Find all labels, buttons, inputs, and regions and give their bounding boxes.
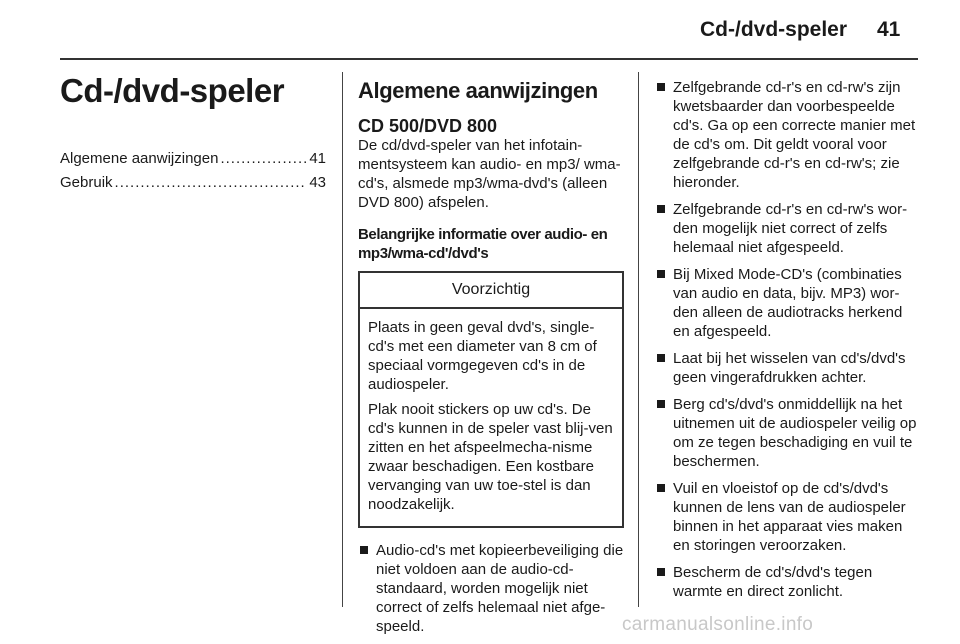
list-item-text: Zelfgebrande cd-r's en cd-rw's zijn kwetsbaarder dan voorbespeelde cd's. Ga op een correcte manier met de cd's om. Dit geldt vooral voor zelfgebrande cd-r's en cd-rw's; zie hieronder. <box>673 79 916 191</box>
caution-box <box>358 271 624 528</box>
list-item <box>655 563 923 601</box>
square-bullet-icon <box>657 83 665 91</box>
page-number: 41 <box>877 18 901 41</box>
list-item-text: Bescherm de cd's/dvd's tegen warmte en direct zonlicht. <box>673 564 873 600</box>
toc-entry-page: 43 <box>309 174 326 191</box>
watermark: carmanualsonline.info <box>622 614 814 635</box>
toc-entry-label: Algemene aanwijzingen <box>60 150 219 167</box>
list-item-text: Berg cd's/dvd's onmiddellijk na het uitnemen uit de audiospeler veilig op om ze tegen beschadiging en vuil te beschermen. <box>673 396 917 470</box>
list-item <box>358 541 624 636</box>
column-divider-left <box>342 72 343 607</box>
square-bullet-icon <box>657 354 665 362</box>
chapter-title: Cd-/dvd-speler <box>60 72 285 109</box>
list-item-text: Bij Mixed Mode-CD's (combinaties van audio en data, bijv. MP3) wor-den alleen de audiotracks herkend en afgespeeld. <box>673 266 903 340</box>
list-item-text: Zelfgebrande cd-r's en cd-rw's wor-den mogelijk niet correct of zelfs helemaal niet afgespeeld. <box>673 201 908 256</box>
section-title: Algemene aanwijzingen <box>358 78 598 103</box>
middle-column <box>358 78 624 644</box>
table-of-contents <box>60 150 326 198</box>
list-item <box>655 349 923 387</box>
important-info-heading: Belangrijke informatie over audio- en mp3/wma-cd'/dvd's <box>358 226 608 262</box>
square-bullet-icon <box>657 400 665 408</box>
running-header-title: Cd-/dvd-speler <box>700 18 848 41</box>
list-item <box>655 395 923 471</box>
square-bullet-icon <box>360 546 368 554</box>
subsection-title: CD 500/DVD 800 <box>358 116 498 136</box>
toc-entry-page: 41 <box>309 150 326 167</box>
bullet-list <box>655 78 923 601</box>
square-bullet-icon <box>657 568 665 576</box>
list-item <box>655 78 923 192</box>
column-divider-right <box>638 72 639 607</box>
caution-paragraph: Plaats in geen geval dvd's, single-cd's met een diameter van 8 cm of speciaal vormgegeven cd's in de audiospeler. <box>368 319 597 393</box>
caution-paragraph: Plak nooit stickers op uw cd's. De cd's kunnen in de speler vast blij-ven zitten en het afspeelmecha-nisme zwaar beschadigen. Een kostbare vervanging van uw toe-stel is dan noodzakelijk. <box>368 401 613 513</box>
caution-body <box>360 309 622 526</box>
right-column <box>655 78 923 609</box>
square-bullet-icon <box>657 484 665 492</box>
toc-entry[interactable] <box>60 174 326 198</box>
list-item-text: Audio-cd's met kopieerbeveiliging die niet voldoen aan de audio-cd-standaard, worden mogelijk niet correct of zelfs helemaal niet afge-speeld. <box>376 542 624 635</box>
intro-paragraph: De cd/dvd-speler van het infotain-mentsysteem kan audio- en mp3/ wma-cd's, alsmede mp3/wma-dvd's (alleen DVD 800) afspelen. <box>358 137 621 211</box>
header-rule <box>60 58 918 60</box>
toc-entry[interactable] <box>60 150 326 174</box>
list-item-text: Laat bij het wisselen van cd's/dvd's geen vingerafdrukken achter. <box>673 350 906 386</box>
toc-leader-dots <box>115 174 308 191</box>
list-item <box>655 479 923 555</box>
square-bullet-icon <box>657 270 665 278</box>
bullet-list <box>358 541 624 636</box>
caution-title: Voorzichtig <box>360 273 622 309</box>
toc-leader-dots <box>220 150 307 167</box>
list-item <box>655 200 923 257</box>
list-item <box>655 265 923 341</box>
square-bullet-icon <box>657 205 665 213</box>
list-item-text: Vuil en vloeistof op de cd's/dvd's kunnen de lens van de audiospeler binnen in het apparaat vies maken en storingen veroorzaken. <box>673 480 906 554</box>
toc-entry-label: Gebruik <box>60 174 113 191</box>
